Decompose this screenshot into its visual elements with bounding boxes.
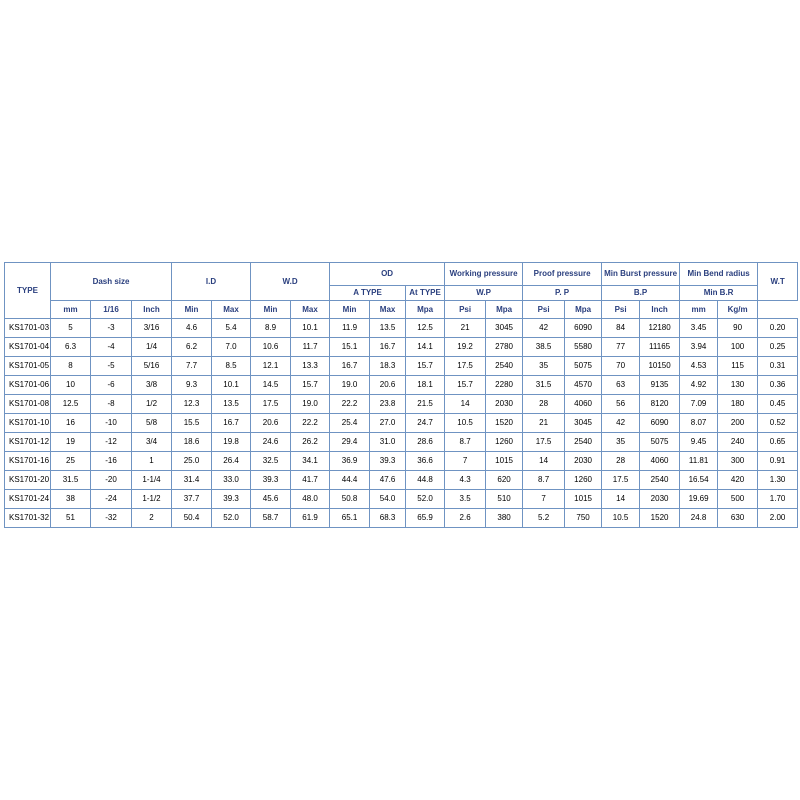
unit-header: Min [330,301,370,319]
table-cell: 90 [718,319,758,338]
table-cell: 33.0 [212,471,251,490]
table-cell: 58.7 [251,509,291,528]
table-cell: 7.7 [172,357,212,376]
table-cell: 510 [486,490,523,509]
table-cell: 36.9 [330,452,370,471]
table-cell: 5.2 [523,509,565,528]
table-cell: 28 [523,395,565,414]
table-cell: 12180 [640,319,680,338]
table-cell: 39.3 [212,490,251,509]
table-cell: 15.1 [330,338,370,357]
header-row-groups [5,263,798,286]
unit-header: Psi [602,301,640,319]
table-cell: 25 [51,452,91,471]
table-cell: 16.7 [330,357,370,376]
table-cell: 28.6 [406,433,445,452]
table-cell: 11165 [640,338,680,357]
table-cell: 38.5 [523,338,565,357]
table-cell: 17.5 [523,433,565,452]
table-cell: 630 [718,509,758,528]
unit-header: Mpa [486,301,523,319]
table-cell: 13.5 [370,319,406,338]
unit-header: Psi [445,301,486,319]
table-cell: 15.5 [172,414,212,433]
table-row [5,319,798,338]
table-cell: 0.36 [758,376,798,395]
table-cell: 1-1/4 [132,471,172,490]
table-cell: 130 [718,376,758,395]
table-cell: 4570 [565,376,602,395]
table-cell: 0.20 [758,319,798,338]
od-header: OD [330,263,445,286]
table-cell: 28 [602,452,640,471]
table-cell: 10150 [640,357,680,376]
table-cell: 1.30 [758,471,798,490]
type-cell: KS1701-05 [5,357,51,376]
table-cell: 18.3 [370,357,406,376]
table-cell: 13.3 [291,357,330,376]
table-cell: 54.0 [370,490,406,509]
table-cell: 0.52 [758,414,798,433]
table-cell: 10 [51,376,91,395]
table-cell: 1.70 [758,490,798,509]
table-cell: 84 [602,319,640,338]
table-cell: 4.6 [172,319,212,338]
table-cell: -10 [91,414,132,433]
table-cell: 34.1 [291,452,330,471]
table-cell: 36.6 [406,452,445,471]
table-row [5,376,798,395]
table-cell: 3.94 [680,338,718,357]
unit-header: mm [680,301,718,319]
table-cell: -6 [91,376,132,395]
table-cell: 8.07 [680,414,718,433]
wd-header: W.D [251,263,330,301]
table-cell: -5 [91,357,132,376]
table-cell: 70 [602,357,640,376]
table-cell: 1-1/2 [132,490,172,509]
table-cell: 1/2 [132,395,172,414]
table-cell: 32.5 [251,452,291,471]
table-cell: 37.7 [172,490,212,509]
table-cell: 22.2 [330,395,370,414]
table-cell: 1260 [565,471,602,490]
table-cell: -32 [91,509,132,528]
min-bend-radius-header: Min Bend radius [680,263,758,286]
table-cell: 17.5 [251,395,291,414]
unit-header: Max [291,301,330,319]
table-cell: 2.6 [445,509,486,528]
table-cell: 9135 [640,376,680,395]
table-cell: 100 [718,338,758,357]
table-cell: 19 [51,433,91,452]
table-cell: 20.6 [370,376,406,395]
table-cell: 7.09 [680,395,718,414]
table-cell: 8.9 [251,319,291,338]
a-type-header: A TYPE [330,286,406,301]
table-row [5,471,798,490]
table-cell: 240 [718,433,758,452]
table-cell: 44.4 [330,471,370,490]
unit-header: mm [51,301,91,319]
table-cell: 11.7 [291,338,330,357]
table-cell: 1520 [640,509,680,528]
at-type-header: At TYPE [406,286,445,301]
hose-spec-table [4,262,798,528]
table-cell: 22.2 [291,414,330,433]
table-cell: -24 [91,490,132,509]
table-cell: 19.2 [445,338,486,357]
table-row [5,414,798,433]
table-cell: 2030 [486,395,523,414]
unit-header: Max [212,301,251,319]
table-cell: 23.8 [370,395,406,414]
table-cell: 15.7 [445,376,486,395]
table-cell: 24.7 [406,414,445,433]
table-cell: 52.0 [406,490,445,509]
table-cell: 7 [523,490,565,509]
table-cell: 180 [718,395,758,414]
wt-header: W.T [758,263,798,301]
table-cell: 14 [523,452,565,471]
table-cell: 61.9 [291,509,330,528]
table-cell: 8.7 [523,471,565,490]
table-cell: 63 [602,376,640,395]
type-cell: KS1701-20 [5,471,51,490]
table-cell: 19.0 [330,376,370,395]
type-cell: KS1701-10 [5,414,51,433]
unit-header: Inch [640,301,680,319]
table-cell: 500 [718,490,758,509]
table-cell: 18.1 [406,376,445,395]
table-cell: 0.65 [758,433,798,452]
table-cell: 65.9 [406,509,445,528]
table-cell: 9.3 [172,376,212,395]
table-cell: 56 [602,395,640,414]
table-row [5,433,798,452]
type-header: TYPE [5,263,51,319]
table-cell: 5.4 [212,319,251,338]
table-row [5,395,798,414]
table-cell: 5/8 [132,414,172,433]
type-cell: KS1701-03 [5,319,51,338]
table-cell: 19.69 [680,490,718,509]
table-cell: 21.5 [406,395,445,414]
table-cell: 17.5 [445,357,486,376]
table-cell: 8.5 [212,357,251,376]
table-cell: 10.5 [602,509,640,528]
table-cell: 5075 [640,433,680,452]
table-cell: 5/16 [132,357,172,376]
type-cell: KS1701-32 [5,509,51,528]
table-cell: 12.5 [51,395,91,414]
table-cell: 8.7 [445,433,486,452]
table-cell: 750 [565,509,602,528]
table-cell: 41.7 [291,471,330,490]
table-cell: 12.3 [172,395,212,414]
table-cell: 14 [602,490,640,509]
table-cell: 2780 [486,338,523,357]
table-cell: 14.1 [406,338,445,357]
table-cell: 4.3 [445,471,486,490]
table-row [5,490,798,509]
table-cell: 68.3 [370,509,406,528]
table-cell: 1260 [486,433,523,452]
table-cell: 31.4 [172,471,212,490]
table-row [5,338,798,357]
table-cell: 4.53 [680,357,718,376]
min-burst-pressure-header: Min Burst pressure [602,263,680,286]
table-cell: 6090 [640,414,680,433]
min-br-header: Min B.R [680,286,758,301]
table-cell: 65.1 [330,509,370,528]
header-row-units [5,301,798,319]
table-cell: 15.7 [291,376,330,395]
table-cell: 47.6 [370,471,406,490]
table-cell: 26.2 [291,433,330,452]
table-cell: 16.7 [212,414,251,433]
table-cell: 3045 [565,414,602,433]
table-cell: 2280 [486,376,523,395]
table-cell: 31.0 [370,433,406,452]
table-cell: -4 [91,338,132,357]
table-cell: 10.1 [212,376,251,395]
table-cell: 7 [445,452,486,471]
id-header: I.D [172,263,251,301]
unit-header: Min [172,301,212,319]
table-cell: 5 [51,319,91,338]
proof-pressure-header: Proof pressure [523,263,602,286]
table-cell: 45.6 [251,490,291,509]
dash-size-header: Dash size [51,263,172,301]
table-cell: 1/4 [132,338,172,357]
table-cell: 25.0 [172,452,212,471]
table-cell: 1 [132,452,172,471]
table-cell: 44.8 [406,471,445,490]
table-cell: 1015 [565,490,602,509]
table-cell: 2540 [486,357,523,376]
table-cell: 50.4 [172,509,212,528]
table-cell: 12.5 [406,319,445,338]
table-cell: 21 [445,319,486,338]
unit-header: 1/16 [91,301,132,319]
bp-header: B.P [602,286,680,301]
table-row [5,452,798,471]
table-cell: 0.91 [758,452,798,471]
table-cell: 11.81 [680,452,718,471]
table-cell: 1520 [486,414,523,433]
table-cell: 48.0 [291,490,330,509]
table-cell: 6090 [565,319,602,338]
table-cell: 2030 [640,490,680,509]
unit-header: Min [251,301,291,319]
unit-header: Inch [132,301,172,319]
table-cell: 25.4 [330,414,370,433]
unit-header: Kg/m [718,301,758,319]
table-cell: 1015 [486,452,523,471]
table-cell: 15.7 [406,357,445,376]
table-cell: 38 [51,490,91,509]
table-cell: 16.54 [680,471,718,490]
table-cell: 17.5 [602,471,640,490]
table-cell: 11.9 [330,319,370,338]
table-cell: -8 [91,395,132,414]
table-cell: 19.8 [212,433,251,452]
table-cell: -3 [91,319,132,338]
table-cell: 3045 [486,319,523,338]
table-cell: 115 [718,357,758,376]
unit-header: Psi [523,301,565,319]
type-cell: KS1701-08 [5,395,51,414]
table-cell: 13.5 [212,395,251,414]
table-cell: 380 [486,509,523,528]
table-cell: 16.7 [370,338,406,357]
unit-header: Mpa [406,301,445,319]
table-cell: 4.92 [680,376,718,395]
table-cell: 0.31 [758,357,798,376]
table-cell: 18.6 [172,433,212,452]
table-cell: 2540 [565,433,602,452]
table-cell: 9.45 [680,433,718,452]
table-cell: 24.6 [251,433,291,452]
table-cell: 39.3 [370,452,406,471]
pp-header: P. P [523,286,602,301]
table-cell: 7.0 [212,338,251,357]
table-cell: 21 [523,414,565,433]
table-cell: 3/16 [132,319,172,338]
table-cell: 10.1 [291,319,330,338]
wp-header: W.P [445,286,523,301]
table-cell: 35 [602,433,640,452]
table-cell: 51 [51,509,91,528]
table-cell: 620 [486,471,523,490]
table-cell: 5580 [565,338,602,357]
table-cell: 3/8 [132,376,172,395]
table-cell: 52.0 [212,509,251,528]
table-cell: 50.8 [330,490,370,509]
type-cell: KS1701-24 [5,490,51,509]
type-cell: KS1701-16 [5,452,51,471]
table-cell: 19.0 [291,395,330,414]
table-cell: -16 [91,452,132,471]
table-cell: -12 [91,433,132,452]
table-cell: 4060 [640,452,680,471]
table-cell: 10.6 [251,338,291,357]
unit-header: Max [370,301,406,319]
table-cell: 29.4 [330,433,370,452]
table-cell: 5075 [565,357,602,376]
table-cell: 6.2 [172,338,212,357]
table-cell: 3.45 [680,319,718,338]
table-cell: 10.5 [445,414,486,433]
table-cell: 39.3 [251,471,291,490]
type-cell: KS1701-04 [5,338,51,357]
table-cell: 27.0 [370,414,406,433]
table-cell: 2.00 [758,509,798,528]
table-cell: 4060 [565,395,602,414]
type-cell: KS1701-06 [5,376,51,395]
table-cell: 8120 [640,395,680,414]
table-row [5,509,798,528]
table-cell: 12.1 [251,357,291,376]
table-cell: 16 [51,414,91,433]
type-cell: KS1701-12 [5,433,51,452]
table-cell: 300 [718,452,758,471]
table-row [5,357,798,376]
table-cell: 0.45 [758,395,798,414]
table-cell: 2 [132,509,172,528]
table-cell: 420 [718,471,758,490]
table-cell: 24.8 [680,509,718,528]
table-cell: 2030 [565,452,602,471]
table-cell: 26.4 [212,452,251,471]
table-cell: 14.5 [251,376,291,395]
table-cell: 31.5 [523,376,565,395]
table-cell: 6.3 [51,338,91,357]
table-cell: 3.5 [445,490,486,509]
table-cell: 2540 [640,471,680,490]
table-cell: 20.6 [251,414,291,433]
table-cell: 42 [602,414,640,433]
table-cell: 8 [51,357,91,376]
table-cell: 42 [523,319,565,338]
table-cell: 0.25 [758,338,798,357]
table-cell: 35 [523,357,565,376]
table-cell: 3/4 [132,433,172,452]
table-cell: -20 [91,471,132,490]
working-pressure-header: Working pressure [445,263,523,286]
table-cell: 77 [602,338,640,357]
unit-header: Mpa [565,301,602,319]
table-cell: 14 [445,395,486,414]
table-cell: 200 [718,414,758,433]
table-cell: 31.5 [51,471,91,490]
